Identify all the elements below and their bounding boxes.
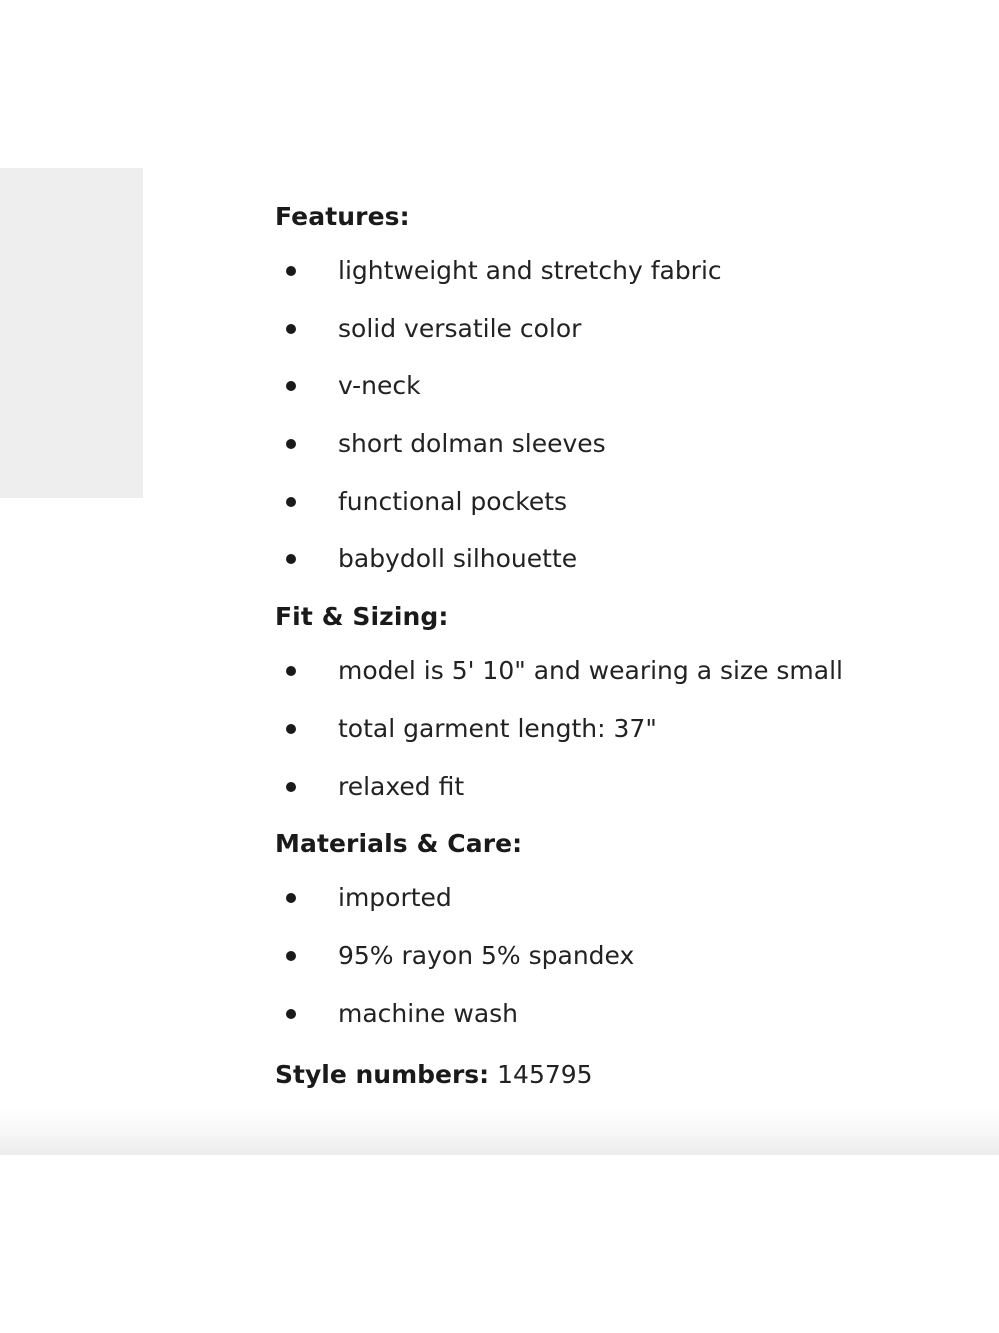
list-item-text: machine wash	[338, 998, 519, 1028]
product-details	[275, 192, 975, 1100]
list-item-text: total garment length: 37"	[338, 713, 657, 743]
list-item	[275, 415, 975, 473]
bullet-icon	[286, 439, 296, 449]
bullet-icon	[286, 381, 296, 391]
side-panel	[0, 168, 143, 498]
materials-care-list	[275, 869, 975, 1042]
list-item-text: relaxed fit	[338, 771, 465, 801]
list-item-text: functional pockets	[338, 486, 568, 516]
list-item	[275, 927, 975, 985]
list-item-text: v-neck	[338, 371, 421, 401]
bullet-icon	[286, 724, 296, 734]
list-item-text: model is 5' 10" and wearing a size small	[338, 656, 843, 686]
list-item	[275, 700, 975, 758]
list-item-text: short dolman sleeves	[338, 429, 606, 459]
fit-sizing-list	[275, 642, 975, 815]
bullet-icon	[286, 893, 296, 903]
features-heading: Features:	[275, 202, 410, 231]
bullet-icon	[286, 1009, 296, 1019]
features-list	[275, 242, 975, 588]
list-item	[275, 357, 975, 415]
list-item-text: solid versatile color	[338, 313, 582, 343]
bullet-icon	[286, 951, 296, 961]
materials-care-section	[275, 819, 975, 1042]
list-item	[275, 985, 975, 1043]
list-item-text: babydoll silhouette	[338, 544, 578, 574]
fit-sizing-section	[275, 592, 975, 815]
bottom-band	[0, 1108, 999, 1155]
bullet-icon	[286, 266, 296, 276]
list-item	[275, 473, 975, 531]
list-item-text: 95% rayon 5% spandex	[338, 940, 635, 970]
style-numbers	[275, 1050, 975, 1100]
features-section	[275, 192, 975, 588]
list-item-text: imported	[338, 883, 452, 913]
style-numbers-value: 145795	[497, 1060, 593, 1090]
list-item	[275, 758, 975, 816]
fit-sizing-heading: Fit & Sizing:	[275, 602, 449, 632]
bullet-icon	[286, 554, 296, 564]
bullet-icon	[286, 497, 296, 507]
bullet-icon	[286, 782, 296, 792]
list-item	[275, 300, 975, 358]
bullet-icon	[286, 666, 296, 676]
list-item	[275, 869, 975, 927]
list-item	[275, 242, 975, 300]
list-item-text: lightweight and stretchy fabric	[338, 256, 722, 285]
bullet-icon	[286, 324, 296, 334]
list-item	[275, 642, 975, 700]
style-numbers-label: Style numbers:	[275, 1060, 490, 1090]
materials-care-heading: Materials & Care:	[275, 829, 523, 859]
list-item	[275, 530, 975, 588]
